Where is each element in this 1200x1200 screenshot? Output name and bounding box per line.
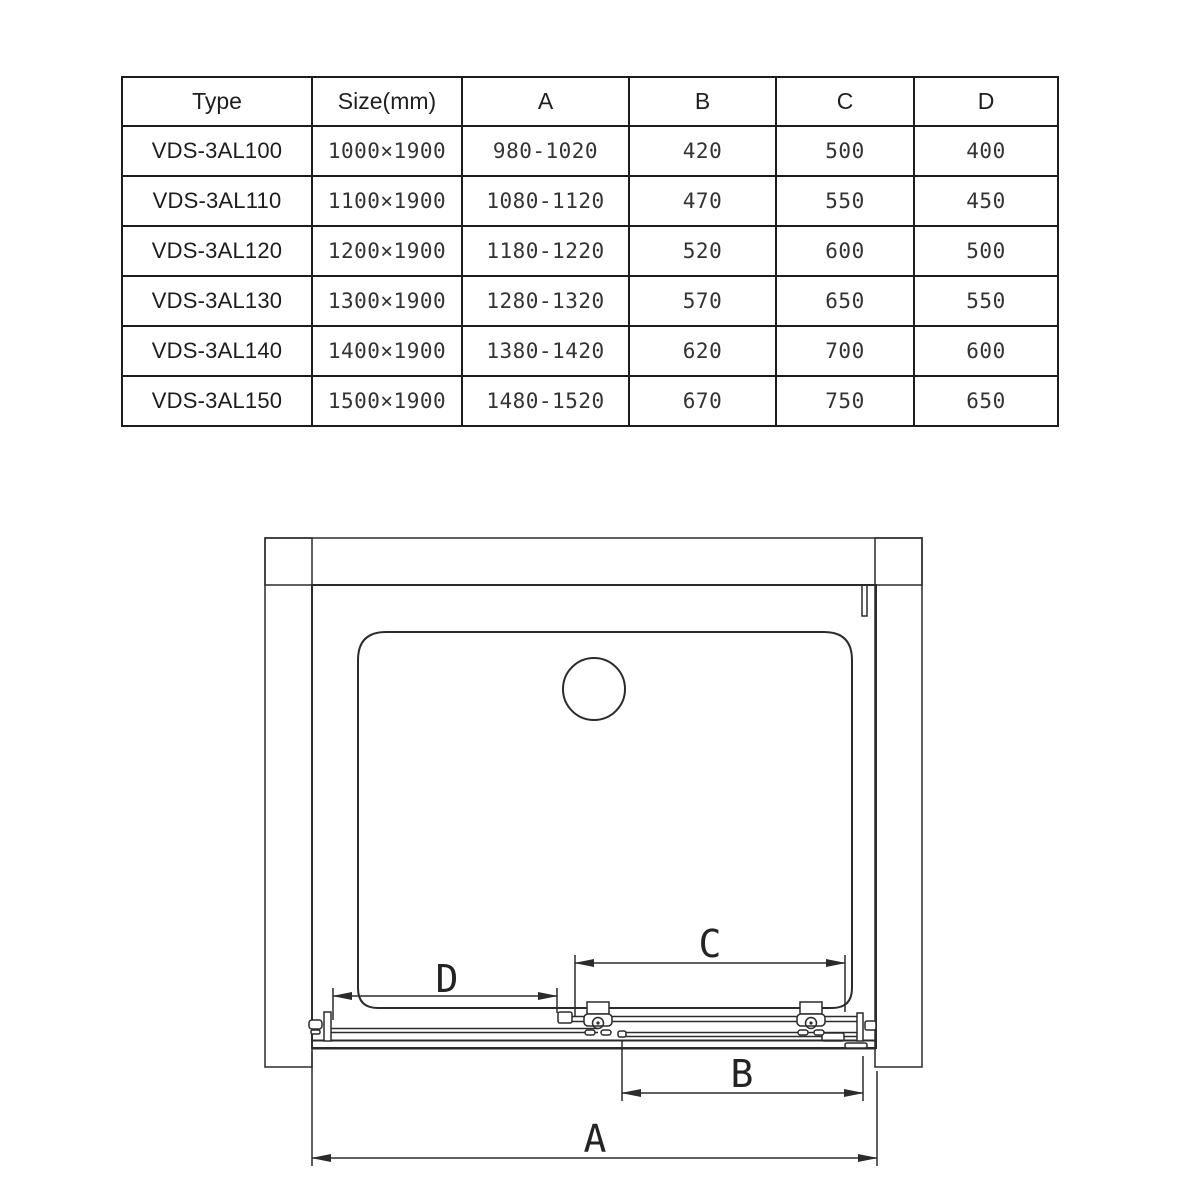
brick-walls [265, 538, 922, 1067]
room-outline [312, 585, 876, 1048]
table-cell: VDS-3AL120 [122, 226, 312, 276]
column-header: D [914, 77, 1058, 126]
table-cell: VDS-3AL100 [122, 126, 312, 176]
table-cell: 1200×1900 [312, 226, 462, 276]
table-cell: 620 [629, 326, 776, 376]
table-cell: 450 [914, 176, 1058, 226]
table-cell: 570 [629, 276, 776, 326]
table-cell: 1180-1220 [462, 226, 629, 276]
dim-d-label: D [435, 957, 459, 1001]
shower-tray [358, 632, 852, 1008]
table-cell: 650 [914, 376, 1058, 426]
table-cell: 400 [914, 126, 1058, 176]
wall-profile-top-right [862, 585, 867, 616]
column-header: A [462, 77, 629, 126]
table-cell: 1300×1900 [312, 276, 462, 326]
fixed-panel [329, 1029, 598, 1033]
dim-b-label: B [730, 1052, 754, 1096]
dimension-d [333, 957, 557, 1020]
table-cell: 1480-1520 [462, 376, 629, 426]
table-cell: 1400×1900 [312, 326, 462, 376]
column-header: Size(mm) [312, 77, 462, 126]
dimension-a [312, 1052, 877, 1166]
table-cell: 520 [629, 226, 776, 276]
dim-a-label: A [583, 1117, 607, 1161]
table-cell: 500 [776, 126, 914, 176]
table-cell: 600 [776, 226, 914, 276]
roller-left [584, 1002, 612, 1035]
table-cell: 1000×1900 [312, 126, 462, 176]
table-cell: 600 [914, 326, 1058, 376]
table-cell: VDS-3AL110 [122, 176, 312, 226]
dim-c-label: C [698, 922, 722, 966]
rail-end-cap [558, 1012, 572, 1023]
wall-profile-right [845, 1013, 876, 1048]
brick-wall-top [265, 538, 922, 585]
column-header: Type [122, 77, 312, 126]
column-header: C [776, 77, 914, 126]
table-cell: 1280-1320 [462, 276, 629, 326]
table-cell: 1500×1900 [312, 376, 462, 426]
table-cell: 980-1020 [462, 126, 629, 176]
column-header: B [629, 77, 776, 126]
table-cell: 550 [914, 276, 1058, 326]
table-cell: VDS-3AL140 [122, 326, 312, 376]
roller-right [797, 1002, 825, 1035]
table-cell: 1100×1900 [312, 176, 462, 226]
table-cell: 750 [776, 376, 914, 426]
table-cell: 500 [914, 226, 1058, 276]
brick-wall-left [265, 538, 312, 1067]
table-cell: 470 [629, 176, 776, 226]
table-cell: VDS-3AL130 [122, 276, 312, 326]
brick-wall-right [875, 538, 922, 1067]
table-cell: VDS-3AL150 [122, 376, 312, 426]
table-cell: 1080-1120 [462, 176, 629, 226]
drain-circle [563, 658, 625, 720]
table-cell: 700 [776, 326, 914, 376]
table-cell: 1380-1420 [462, 326, 629, 376]
table-cell: 420 [629, 126, 776, 176]
table-cell: 550 [776, 176, 914, 226]
table-cell: 650 [776, 276, 914, 326]
table-cell: 670 [629, 376, 776, 426]
